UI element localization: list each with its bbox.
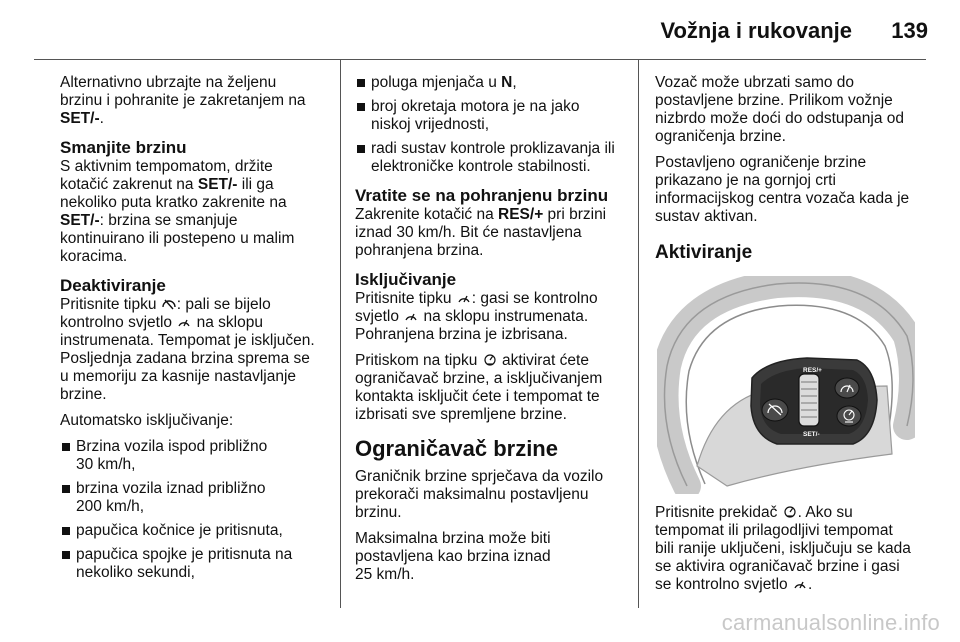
cruise-control-icon [177,316,191,328]
heading-resume-speed: Vratite se na pohranjenu brzinu [355,186,609,205]
reduce-speed-paragraph: S aktivnim tempomatom, držite kotačić zakrenut na SET/- ili ga nekoliko puta kratko zakrenite na SET/-: brzina se smanjuje kontinuirano ili postepeno u malim koracima. [60,158,295,265]
list-item: Brzina vozila ispod približno 30 km/h, [60,438,330,474]
resume-paragraph: Zakrenite kotačić na RES/+ pri brzini iznad 30 km/h. Bit će nastavljena pohranjena brzina. [355,206,607,259]
steering-wheel-illustration [657,276,915,494]
cruise-control-icon [457,292,471,304]
column-3 [655,74,925,602]
header-divider [34,59,926,60]
column-1 [60,74,330,588]
column-divider-1 [340,60,341,608]
list-item: papučica kočnice je pritisnuta, [60,522,330,540]
cruise-control-icon [404,310,418,322]
column-2 [355,74,630,592]
speed-limiter-icon [483,354,497,366]
heading-switch-off: Isključivanje [355,270,457,289]
watermark: carmanualsonline.info [721,610,940,635]
deactivate-paragraph: Pritisnite tipku : pali se bijelo kontrolno svjetlo na sklopu instrumenata. Tempomat je isključen. Posljednja zadana brzina sprema se u memoriju za kasnije nastavljanje brzine. [60,296,315,403]
limiter-paragraph-3: Vozač može ubrzati samo do postavljene brzine. Prilikom vožnje nizbrdo može doći do odstupanja od ograničenja brzine. [655,74,905,145]
list-item: radi sustav kontrole proklizavanja ili elektroničke kontrole stabilnosti. [355,140,630,176]
activation-paragraph: Pritisnite prekidač . Ako su tempomat ili prilagodljivi tempomat bili ranije uključeni, isključuju se kada se aktivira ograničavač brzine i gasi se kontrolno svjetlo . [655,504,911,593]
heading-speed-limiter: Ograničavač brzine [355,436,558,461]
limiter-paragraph-2: Maksimalna brzina može biti postavljena kao brzina iznad 25 km/h. [355,530,551,583]
limiter-info-paragraph: Pritiskom na tipku aktivirat ćete ograničavač brzine, a isključivanjem kontakta isključit ćete i tempomat te izbrisati sve spremljene brzine. [355,352,603,423]
limiter-paragraph-4: Postavljeno ograničenje brzine prikazano je na gornjoj crti informacijskog centra vozača kada je sustav aktivan. [655,154,910,225]
list-item: papučica spojke je pritisnuta na nekoliko sekundi, [60,546,330,582]
limiter-paragraph-1: Graničnik brzine sprječava da vozilo prekorači maksimalnu postavljenu brzinu. [355,468,604,521]
heading-deactivate: Deaktiviranje [60,276,166,295]
intro-paragraph: Alternativno ubrzajte na željenu brzinu i pohranite je zakretanjem na SET/-. [60,74,306,127]
switch-off-paragraph: Pritisnite tipku : gasi se kontrolno svjetlo na sklopu instrumenata. Pohranjena brzina je izbrisana. [355,290,598,343]
heading-activation: Aktiviranje [655,242,753,263]
cruise-cancel-icon [162,298,176,310]
page-number: 139 [891,18,928,43]
list-item: brzina vozila iznad približno 200 km/h, [60,480,330,516]
list-item: broj okretaja motora je na jako niskoj vrijednosti, [355,98,630,134]
section-title: Vožnja i rukovanje [660,18,852,43]
speed-limiter-icon [783,506,797,518]
res-label: RES/+ [803,367,822,374]
list-item: poluga mjenjača u N, [355,74,630,92]
heading-reduce-speed: Smanjite brzinu [60,138,187,157]
cruise-control-icon [793,578,807,590]
set-label: SET/- [803,431,820,438]
auto-off-label: Automatsko isključivanje: [60,412,234,429]
column-divider-2 [638,60,639,608]
